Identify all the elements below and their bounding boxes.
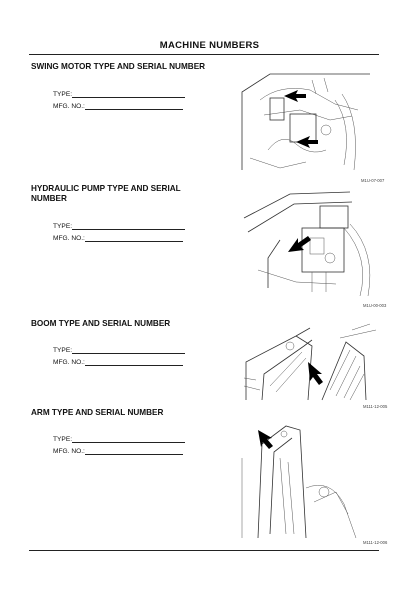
mfg-no-field[interactable] — [53, 102, 183, 110]
section-title: BOOM TYPE AND SERIAL NUMBER — [31, 319, 171, 328]
type-label: TYPE: — [53, 91, 73, 98]
mfg-no-field[interactable] — [53, 234, 183, 242]
bottom-rule — [29, 550, 379, 551]
type-input-line[interactable] — [72, 90, 185, 98]
mfg-no-input-line[interactable] — [85, 102, 183, 110]
type-field[interactable] — [53, 435, 185, 443]
mfg-no-field[interactable] — [53, 358, 183, 366]
type-label: TYPE: — [53, 223, 73, 230]
type-field[interactable] — [53, 222, 185, 230]
section-title: HYDRAULIC PUMP TYPE AND SERIAL NUMBER — [31, 184, 181, 203]
section-title: SWING MOTOR TYPE AND SERIAL NUMBER — [31, 62, 206, 71]
top-rule — [29, 54, 379, 55]
mfg-no-input-line[interactable] — [85, 447, 183, 455]
type-label: TYPE: — [53, 347, 73, 354]
figure-code: M1U-07-007 — [361, 178, 385, 183]
mfg-no-label: MFG. NO.: — [53, 103, 85, 110]
figure-code: M111-12-005 — [363, 404, 388, 409]
type-input-line[interactable] — [72, 222, 185, 230]
arm-illustration — [240, 418, 380, 540]
type-input-line[interactable] — [72, 435, 185, 443]
type-label: TYPE: — [53, 436, 73, 443]
type-field[interactable] — [53, 90, 185, 98]
hydraulic-pump-illustration — [240, 188, 380, 298]
mfg-no-label: MFG. NO.: — [53, 235, 85, 242]
section-arm — [31, 408, 391, 455]
section-title: ARM TYPE AND SERIAL NUMBER — [31, 408, 164, 417]
mfg-no-input-line[interactable] — [85, 234, 183, 242]
mfg-no-label: MFG. NO.: — [53, 359, 85, 366]
boom-illustration — [240, 316, 380, 402]
type-input-line[interactable] — [72, 346, 185, 354]
type-field[interactable] — [53, 346, 185, 354]
swing-motor-illustration — [240, 70, 380, 175]
mfg-no-input-line[interactable] — [85, 358, 183, 366]
figure-code: M1U-00-003 — [363, 303, 387, 308]
mfg-no-field[interactable] — [53, 447, 183, 455]
figure-code: M111-12-006 — [363, 540, 388, 545]
page-title: MACHINE NUMBERS — [159, 40, 260, 51]
mfg-no-label: MFG. NO.: — [53, 448, 85, 455]
